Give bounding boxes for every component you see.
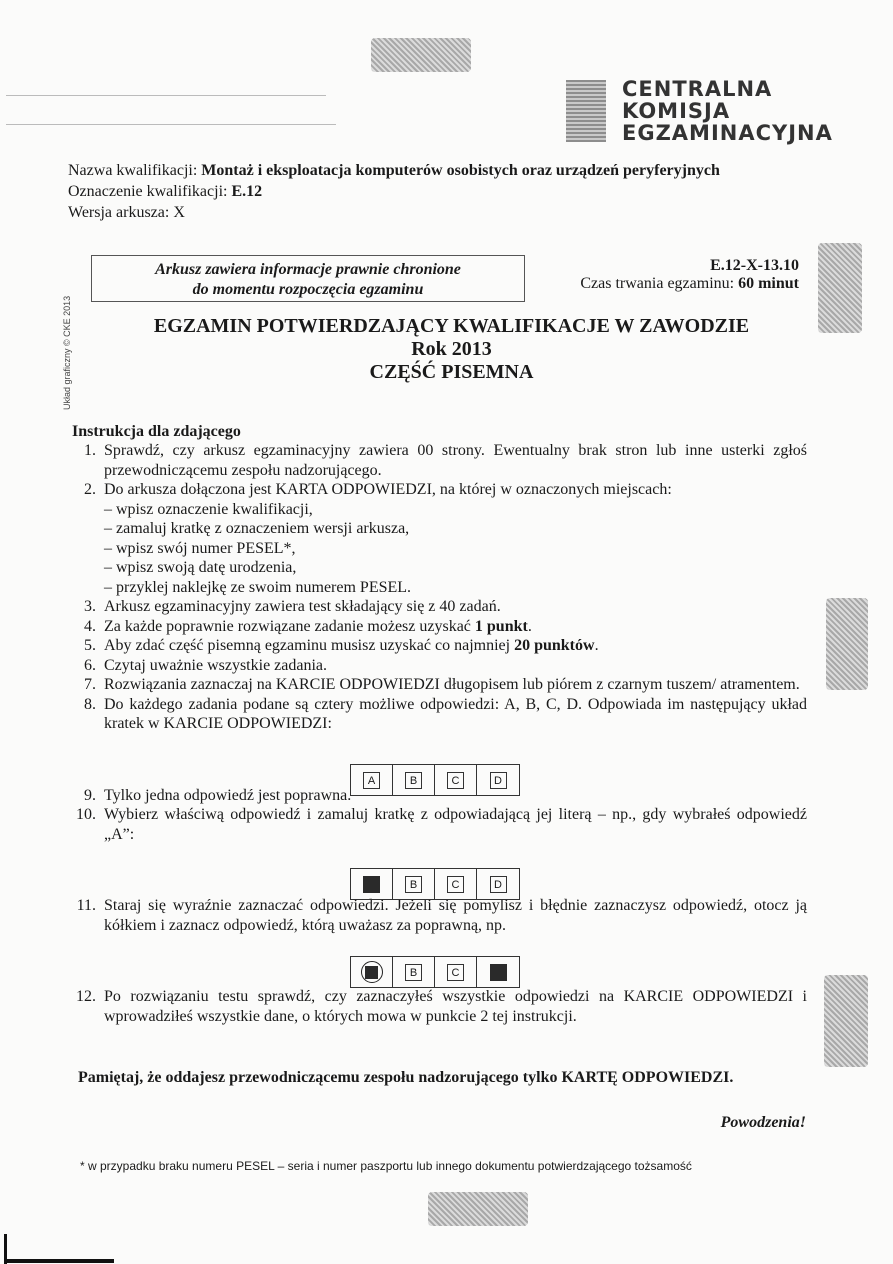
- remember-note: Pamiętaj, że oddajesz przewodniczącemu zespołu nadzorującego tylko KARTĘ ODPOWIEDZI.: [78, 1069, 734, 1086]
- instruction-item: 4. Za każde poprawnie rozwiązane zadanie możesz uzyskać 1 punkt.: [84, 617, 532, 635]
- option-box: C: [447, 876, 464, 893]
- exam-code: E.12-X-13.10: [710, 257, 799, 274]
- footnote: * w przypadku braku numeru PESEL – seria i numer paszportu lub innego dokumentu potwierdzającego tożsamość: [80, 1159, 692, 1173]
- security-stamp-top: [371, 38, 471, 72]
- option-box: D: [490, 772, 507, 789]
- option-box: C: [447, 772, 464, 789]
- instruction-item: 8. Do każdego zadania podane są cztery możliwe odpowiedzi: A, B, C, D. Odpowiada im następujący układ kratek w KARCIE ODPOWIEDZI:: [84, 695, 807, 732]
- filled-option-box: [490, 964, 507, 981]
- qualification-name-label: Nazwa kwalifikacji:: [68, 162, 198, 179]
- cke-logo: [622, 78, 833, 144]
- security-stamp-bottom: [428, 1192, 528, 1226]
- duration-label: Czas trwania egzaminu:: [580, 275, 735, 292]
- copyright-vertical: Układ graficzny © CKE 2013: [62, 295, 72, 410]
- qualification-code-label: Oznaczenie kwalifikacji:: [68, 183, 228, 200]
- instruction-subitem: – wpisz swoją datę urodzenia,: [104, 559, 297, 576]
- title-line: CZĘŚĆ PISEMNA: [369, 361, 534, 383]
- instruction-subitem: – wpisz swój numer PESEL*,: [104, 539, 296, 557]
- answer-grid-correction-example: [350, 956, 520, 988]
- version-value: X: [173, 204, 185, 221]
- option-box: B: [405, 964, 422, 981]
- title-line: Rok 2013: [411, 338, 492, 360]
- scan-line: [6, 95, 326, 96]
- instruction-item: 7. Rozwiązania zaznaczaj na KARCIE ODPOWIEDZI długopisem lub piórem z czarnym tuszem/ atramentem.: [84, 676, 800, 693]
- qualification-name: Montaż i eksploatacja komputerów osobistych oraz urządzeń peryferyjnych: [201, 162, 720, 179]
- logo-line: EGZAMINACYJNA: [622, 121, 833, 145]
- security-stamp-right-3: [824, 975, 868, 1067]
- security-stamp-right-2: [826, 598, 868, 690]
- option-box: B: [405, 876, 422, 893]
- title-line: EGZAMIN POTWIERDZAJĄCY KWALIFIKACJE W ZAWODZIE: [153, 315, 750, 337]
- instructions-heading: Instrukcja dla zdającego: [72, 423, 241, 440]
- exam-duration: [580, 275, 799, 293]
- qualification-code: E.12: [231, 183, 263, 200]
- instruction-item: 9. Tylko jedna odpowiedź jest poprawna.: [84, 786, 352, 804]
- protected-info-notice: [91, 255, 525, 302]
- cke-logo-mark: [566, 80, 606, 142]
- option-box: B: [405, 772, 422, 789]
- filled-option-box: [363, 876, 380, 893]
- option-box: A: [363, 772, 380, 789]
- instruction-item: 5. Aby zdać część pisemną egzaminu musisz uzyskać co najmniej 20 punktów.: [84, 637, 599, 654]
- instruction-subitem: – zamaluj kratkę z oznaczeniem wersji arkusza,: [104, 520, 410, 537]
- scan-edge: [4, 1259, 114, 1263]
- instructions-list: [72, 441, 807, 1026]
- exam-title: [0, 315, 893, 384]
- version-label: Wersja arkusza:: [68, 204, 170, 221]
- instruction-subitem: – wpisz oznaczenie kwalifikacji,: [104, 500, 313, 518]
- instruction-item: 10. Wybierz właściwą odpowiedź i zamaluj kratkę z odpowiadającą jej literą – np., gdy wybrałeś odpowiedź „A”:: [76, 806, 807, 843]
- instruction-item: 6. Czytaj uważnie wszystkie zadania.: [84, 656, 328, 674]
- qualification-meta: [68, 160, 720, 223]
- instruction-item: 2. Do arkusza dołączona jest KARTA ODPOWIEDZI, na której w oznaczonych miejscach:: [84, 481, 672, 498]
- circled-option-box: [361, 961, 383, 983]
- instruction-item: 1. Sprawdź, czy arkusz egzaminacyjny zawiera 00 strony. Ewentualny brak stron lub inne usterki zgłoś przewodniczącemu zespołu nadzorującego.: [84, 442, 807, 479]
- good-luck: Powodzenia!: [720, 1114, 806, 1131]
- scan-line: [6, 124, 336, 125]
- logo-line: CENTRALNA: [622, 77, 773, 101]
- instruction-item: 3. Arkusz egzaminacyjny zawiera test składający się z 40 zadań.: [84, 598, 501, 615]
- option-box: C: [447, 964, 464, 981]
- instruction-subitem: – przyklej naklejkę ze swoim numerem PESEL.: [104, 578, 412, 596]
- notice-line: do momentu rozpoczęcia egzaminu: [192, 281, 424, 298]
- answer-grid-filled-example: [350, 868, 520, 900]
- answer-grid-example: [350, 764, 520, 796]
- logo-line: KOMISJA: [622, 99, 731, 123]
- duration-value: 60 minut: [738, 275, 799, 292]
- option-box: D: [490, 876, 507, 893]
- instruction-item: 11. Staraj się wyraźnie zaznaczać odpowiedzi. Jeżeli się pomylisz i błędnie zaznaczysz odpowiedź, otocz ją kółkiem i zaznacz odpowiedź, którą uważasz za poprawną, np.: [76, 897, 807, 934]
- notice-line: Arkusz zawiera informacje prawnie chronione: [155, 261, 461, 278]
- instruction-item: 12. Po rozwiązaniu testu sprawdź, czy zaznaczyłeś wszystkie odpowiedzi na KARCIE ODPOWIEDZI i wprowadziłeś wszystkie dane, o których mowa w punkcie 2 tej instrukcji.: [76, 988, 807, 1025]
